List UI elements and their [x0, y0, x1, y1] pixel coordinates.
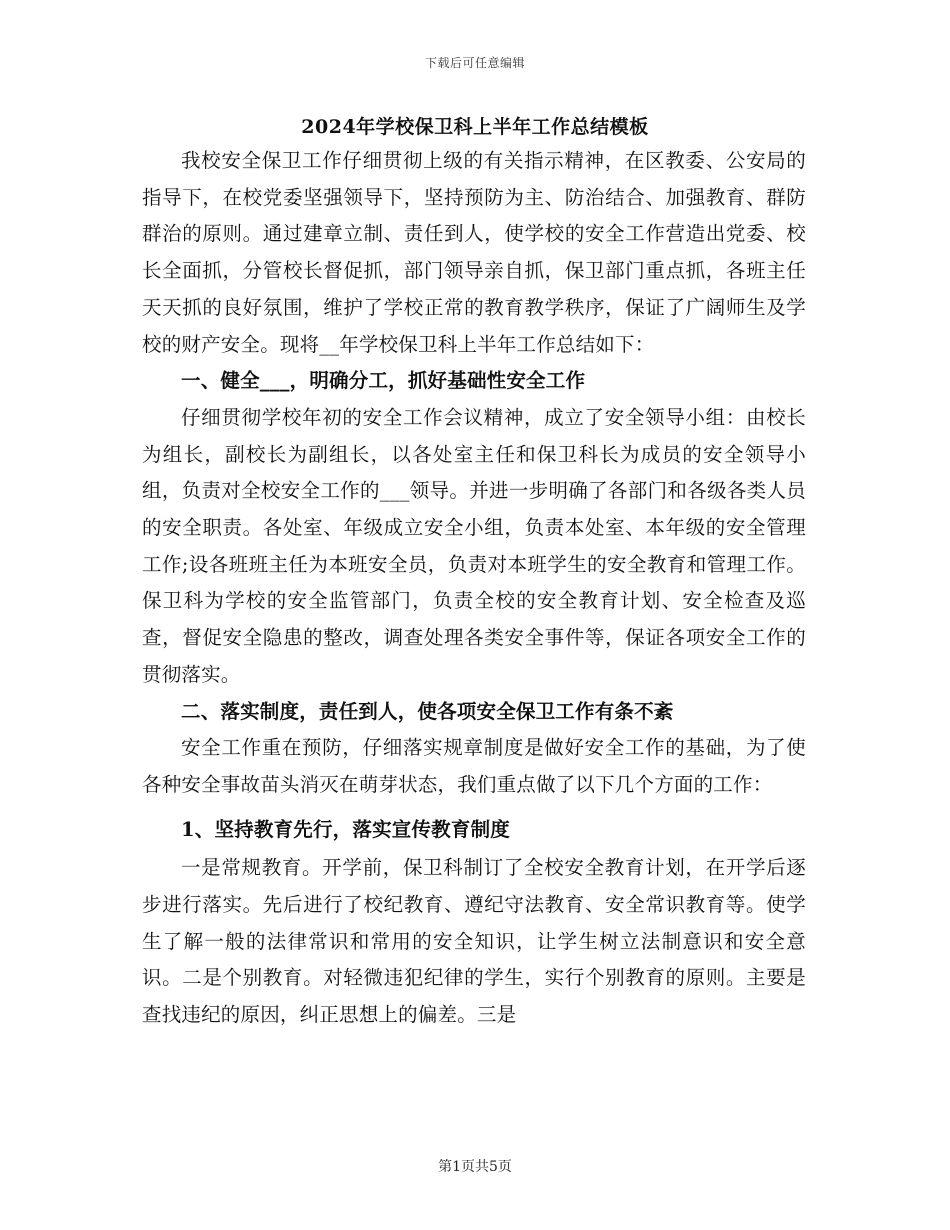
subsection-heading-1: 1、坚持教育先行，落实宣传教育制度 [181, 817, 510, 841]
header-note: 下载后可任意编辑 [424, 56, 525, 70]
page-number-footer: 第1页共5页 [438, 1159, 512, 1175]
paragraph-section-1: 仔细贯彻学校年初的安全工作会议精神，成立了安全领导小组：由校长为组长，副校长为副组长，以各处室主任和保卫科长为成员的安全领导小组，负责对全校安全工作的___领导。并进一步明确了各部门和各级各类人员的安全职责。各处室、年级成立安全小组，负责本处室、本年级的安全管理工作;设各班班主任为本班安全员，负责对本班学生的安全教育和管理工作。保卫科为学校的安全监管部门，负责全校的安全教育计划、安全检查及巡查，督促安全隐患的整改，调查处理各类安全事件等，保证各项安全工作的贯彻落实。 [142, 405, 806, 686]
document-body [142, 143, 806, 1034]
paragraph-section-2: 安全工作重在预防，仔细落实规章制度是做好安全工作的基础，为了使各种安全事故苗头消灭在萌芽状态，我们重点做了以下几个方面的工作： [142, 736, 806, 796]
section-heading-2: 二、落实制度，责任到人，使各项安全保卫工作有条不紊 [181, 699, 674, 723]
document-title: 2024年学校保卫科上半年工作总结模板 [301, 116, 649, 138]
paragraph-subsection-1: 一是常规教育。开学前，保卫科制订了全校安全教育计划，在开学后逐步进行落实。先后进行了校纪教育、遵纪守法教育、安全常识教育等。使学生了解一般的法律常识和常用的安全知识，让学生树立法制意识和安全意识。二是个别教育。对轻微违犯纪律的学生，实行个别教育的原则。主要是查找违纪的原因，纠正思想上的偏差。三是 [142, 856, 806, 1027]
section-heading-1: 一、健全___，明确分工，抓好基础性安全工作 [181, 369, 586, 393]
paragraph-intro: 我校安全保卫工作仔细贯彻上级的有关指示精神，在区教委、公安局的指导下，在校党委坚强领导下，坚持预防为主、防治结合、加强教育、群防群治的原则。通过建章立制、责任到人，使学校的安全工作营造出党委、校长全面抓，分管校长督促抓，部门领导亲自抓，保卫部门重点抓，各班主任天天抓的良好氛围，维护了学校正常的教育教学秩序，保证了广阔师生及学校的财产安全。现将__年学校保卫科上半年工作总结如下： [142, 149, 806, 356]
